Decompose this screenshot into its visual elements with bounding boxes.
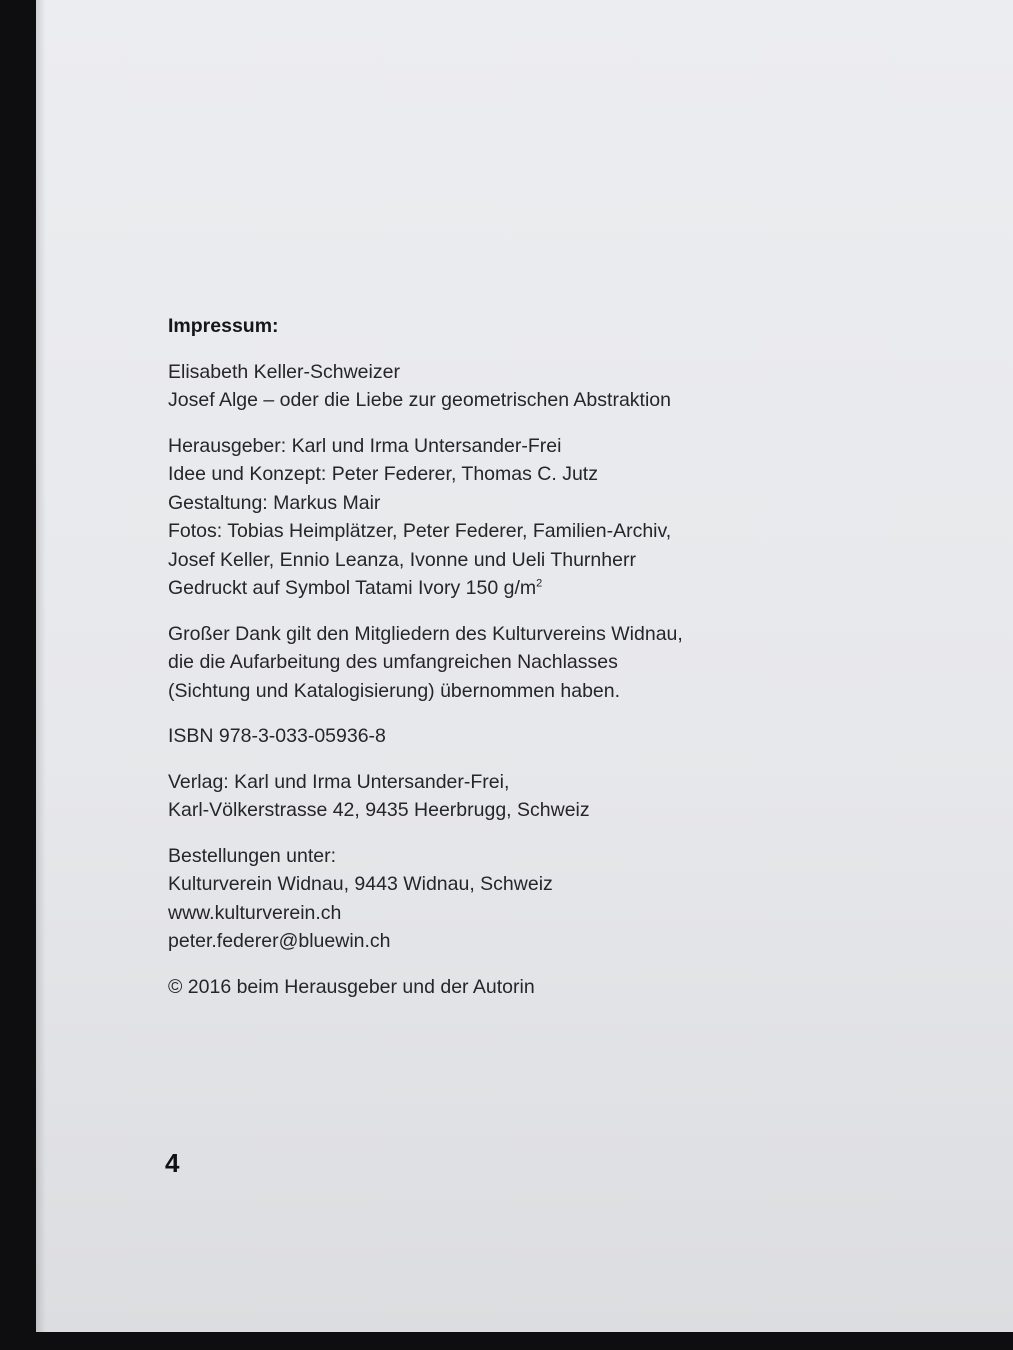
title-block — [168, 358, 848, 415]
credits-block — [168, 432, 848, 603]
thanks-line: (Sichtung und Katalogisierung) übernommen haben. — [168, 679, 621, 702]
print-line-superscript: 2 — [536, 577, 543, 590]
impressum-heading: Impressum: — [168, 315, 279, 337]
copyright-block — [168, 973, 848, 1002]
orders-block — [168, 842, 848, 956]
background-strip — [0, 1332, 1013, 1350]
isbn-line: ISBN 978-3-033-05936-8 — [168, 725, 386, 747]
page-number: 4 — [165, 1148, 180, 1178]
thanks-line: die die Aufarbeitung des umfangreichen Nachlasses — [168, 651, 618, 673]
credit-line-photos-continued: Josef Keller, Ennio Leanza, Ivonne und Ueli Thurnherr — [168, 548, 636, 571]
isbn-block — [168, 722, 848, 751]
publisher-address-line: Karl-Völkerstrasse 42, 9435 Heerbrugg, Schweiz — [168, 799, 590, 821]
impressum-section — [168, 312, 848, 1018]
orders-website-line: www.kulturverein.ch — [168, 901, 342, 924]
book-page — [36, 0, 1013, 1332]
page-edge-shadow — [36, 0, 46, 1332]
orders-heading-line: Bestellungen unter: — [168, 844, 337, 867]
publisher-line: Verlag: Karl und Irma Untersander-Frei, — [168, 770, 510, 793]
book-title-line: Josef Alge – oder die Liebe zur geometrischen Abstraktion — [168, 389, 671, 411]
credit-line-design: Gestaltung: Markus Mair — [168, 491, 381, 514]
author-line: Elisabeth Keller-Schweizer — [168, 360, 400, 383]
publisher-block — [168, 768, 848, 825]
orders-address-line: Kulturverein Widnau, 9443 Widnau, Schweiz — [168, 873, 553, 895]
orders-email-line: peter.federer@bluewin.ch — [168, 930, 391, 952]
thanks-line: Großer Dank gilt den Mitgliedern des Kulturvereins Widnau, — [168, 622, 683, 645]
credit-line-editor: Herausgeber: Karl und Irma Untersander-Frei — [168, 434, 562, 457]
copyright-line: © 2016 beim Herausgeber und der Autorin — [168, 975, 535, 998]
credit-line-photos: Fotos: Tobias Heimplätzer, Peter Federer, Familien-Archiv, — [168, 520, 672, 542]
print-line-text: Gedruckt auf Symbol Tatami Ivory 150 g/m — [168, 577, 537, 599]
credit-line-concept: Idee und Konzept: Peter Federer, Thomas C. Jutz — [168, 463, 598, 485]
thanks-block — [168, 620, 848, 706]
print-line — [168, 574, 848, 603]
